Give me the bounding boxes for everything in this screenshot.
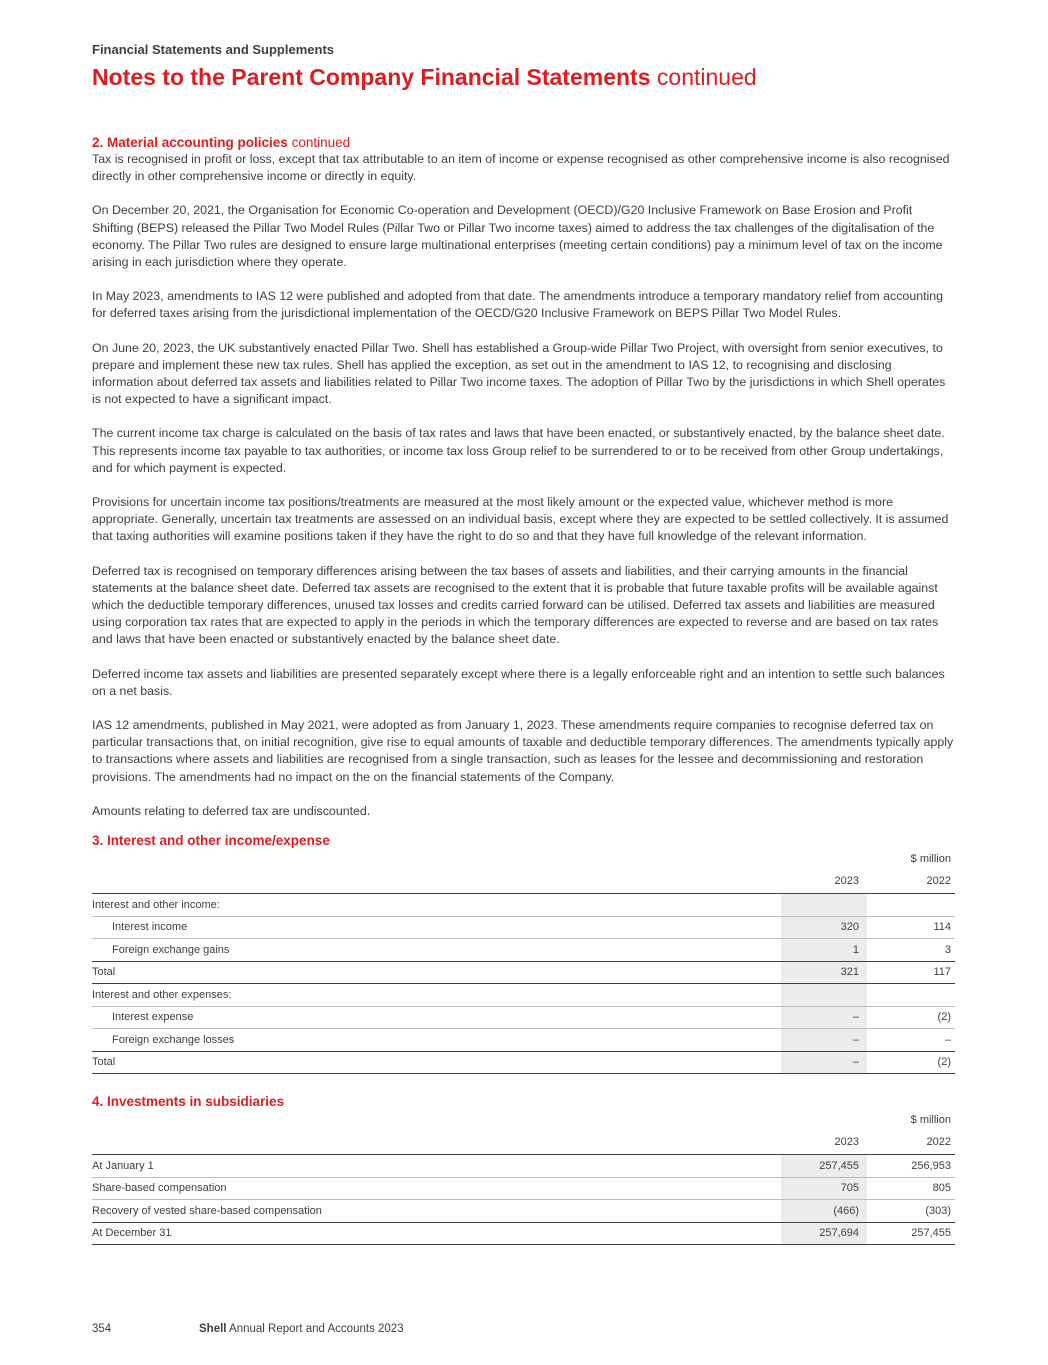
table-total-row	[92, 1222, 955, 1245]
column-header-2022: 2022	[867, 1130, 955, 1155]
table-header-row	[92, 1130, 955, 1155]
table-row	[92, 1006, 955, 1029]
value-2023: 257,455	[781, 1155, 867, 1178]
value-2022: 805	[867, 1177, 955, 1200]
unit-label: $ million	[910, 1114, 951, 1127]
section-supertitle: Financial Statements and Supplements	[92, 42, 334, 57]
row-label: Interest and other income:	[92, 894, 781, 917]
paragraph: On June 20, 2023, the UK substantively enacted Pillar Two. Shell has established a Group-wide Pillar Two Project, with oversight from senior executives, to prepare and implement these new tax rules. Shell has applied the exception, as set out in the amendment to IAS 12, to recognising and disclosing information about deferred tax assets and liabilities related to Pillar Two income taxes. The adoption of Pillar Two by the jurisdictions in which Shell operates is not expected to have a significant impact.	[92, 340, 946, 407]
paragraph: The current income tax charge is calculated on the basis of tax rates and laws that have been enacted, or substantively enacted, by the balance sheet date. This represents income tax payable to tax authorities, or income tax loss Group relief to be surrendered to or to be received from other Group undertakings, and for which payment is expected.	[92, 426, 945, 475]
page-number: 354	[92, 1323, 112, 1335]
column-header-2023: 2023	[781, 869, 867, 894]
paragraph: In May 2023, amendments to IAS 12 were published and adopted from that date. The amendments introduce a temporary mandatory relief from accounting for deferred taxes arising from the jurisdictional implementation of the OECD/G20 Inclusive Framework on BEPS Pillar Two Model Rules.	[92, 289, 944, 321]
value-2023: 1	[781, 939, 867, 962]
page-title-text: Notes to the Parent Company Financial Statements	[92, 64, 651, 90]
value-2022: 256,953	[867, 1155, 955, 1178]
row-label: Total	[92, 961, 781, 984]
table-row	[92, 916, 955, 939]
page-title-suffix: continued	[656, 64, 757, 90]
unit-label: $ million	[910, 853, 951, 866]
value-2023: 257,694	[781, 1222, 867, 1245]
value-2022: –	[867, 1029, 955, 1052]
table-unit-row	[92, 1110, 955, 1130]
table-row	[92, 1155, 955, 1178]
row-label: Interest expense	[92, 1006, 781, 1029]
value-2023: –	[781, 1029, 867, 1052]
row-label: Interest income	[92, 916, 781, 939]
paragraph: On December 20, 2021, the Organisation for Economic Co-operation and Development (OECD)/G20 Inclusive Framework on Base Erosion and Profit Shifting (BEPS) released the Pillar Two Model Rules (Pillar Two or Pillar Two income taxes) aimed to address the tax challenges of the digitalisation of the economy. The Pillar Two rules are designed to ensure large multinational enterprises (meeting certain conditions) pay a minimum level of tax on the income arising in each jurisdiction where they operate.	[92, 203, 943, 270]
brand-name: Shell	[199, 1323, 227, 1335]
column-header-2023: 2023	[781, 1130, 867, 1155]
value-2022: (2)	[867, 1051, 955, 1074]
value-2023: (466)	[781, 1200, 867, 1223]
section-2-heading-text: 2. Material accounting policies	[92, 135, 288, 150]
value-2022: (303)	[867, 1200, 955, 1223]
paragraph: Provisions for uncertain income tax positions/treatments are measured at the most likely amount or the expected value, whichever method is more appropriate. Generally, uncertain tax treatments are assessed on an individual basis, except where they are expected to be settled collectively. It is assumed that taxing authorities will examine positions taken if they have the right to do so and that they have full knowledge of the relevant information.	[92, 495, 949, 544]
value-2022: (2)	[867, 1006, 955, 1029]
value-2022	[867, 894, 955, 917]
row-label: Total	[92, 1051, 781, 1074]
value-2023: 320	[781, 916, 867, 939]
row-label: At January 1	[92, 1155, 781, 1178]
value-2023: –	[781, 1051, 867, 1074]
page-title	[92, 64, 757, 91]
value-2022	[867, 984, 955, 1007]
value-2022: 117	[867, 961, 955, 984]
value-2023: –	[781, 1006, 867, 1029]
report-name: Annual Report and Accounts 2023	[229, 1323, 404, 1335]
section-3-heading: 3. Interest and other income/expense	[92, 833, 330, 849]
column-header-2022: 2022	[867, 869, 955, 894]
value-2022: 257,455	[867, 1222, 955, 1245]
table-header-row	[92, 869, 955, 894]
paragraph: Deferred tax is recognised on temporary differences arising between the tax bases of assets and liabilities, and their carrying amounts in the financial statements at the balance sheet date. Deferred tax assets are recognised to the extent that it is probable that future taxable profits will be available against which the deductible temporary differences, unused tax losses and credits carried forward can be utilised. Deferred tax assets and liabilities are measured using corporation tax rates that are expected to apply in the periods in which the temporary differences are expected to reverse and are based on tax rates and laws that have been enacted or substantively enacted by the balance sheet date.	[92, 563, 939, 647]
section-4-heading: 4. Investments in subsidiaries	[92, 1094, 285, 1110]
row-label: At December 31	[92, 1222, 781, 1245]
row-label: Recovery of vested share-based compensation	[92, 1200, 781, 1223]
value-2023: 705	[781, 1177, 867, 1200]
table-row	[92, 939, 955, 962]
section-2-heading-suffix: continued	[291, 135, 351, 150]
paragraph: Amounts relating to deferred tax are undiscounted.	[92, 803, 371, 818]
row-label: Share-based compensation	[92, 1177, 781, 1200]
row-label: Foreign exchange gains	[92, 939, 781, 962]
page-footer	[92, 1323, 404, 1335]
interest-income-table	[92, 849, 955, 1074]
value-2022: 3	[867, 939, 955, 962]
row-label: Foreign exchange losses	[92, 1029, 781, 1052]
table-unit-row	[92, 849, 955, 869]
table-row	[92, 1200, 955, 1223]
table-total-row	[92, 1051, 955, 1074]
value-2023: 321	[781, 961, 867, 984]
table-total-row	[92, 961, 955, 984]
value-2022: 114	[867, 916, 955, 939]
paragraph: Deferred income tax assets and liabilities are presented separately except where there is a legally enforceable right and an intention to settle such balances on a net basis.	[92, 666, 945, 698]
row-label: Interest and other expenses:	[92, 984, 781, 1007]
investments-table	[92, 1110, 955, 1245]
section-2-heading	[92, 134, 955, 151]
page-body	[92, 134, 955, 1245]
paragraph: Tax is recognised in profit or loss, except that tax attributable to an item of income or expense recognised as other comprehensive income is also recognised directly in other comprehensive income or directly in equity.	[92, 152, 950, 184]
value-2023	[781, 984, 867, 1007]
paragraph: IAS 12 amendments, published in May 2021, were adopted as from January 1, 2023. These amendments require companies to recognise deferred tax on particular transactions that, on initial recognition, give rise to equal amounts of taxable and deductible temporary differences. The amendments typically apply to transactions where assets and liabilities are recognised from a single transaction, such as leases for the lessee and decommissioning and restoration provisions. The amendments had no impact on the on the financial statements of the Company.	[92, 718, 954, 784]
table-row	[92, 894, 955, 917]
table-row	[92, 984, 955, 1007]
table-row	[92, 1029, 955, 1052]
value-2023	[781, 894, 867, 917]
table-row	[92, 1177, 955, 1200]
